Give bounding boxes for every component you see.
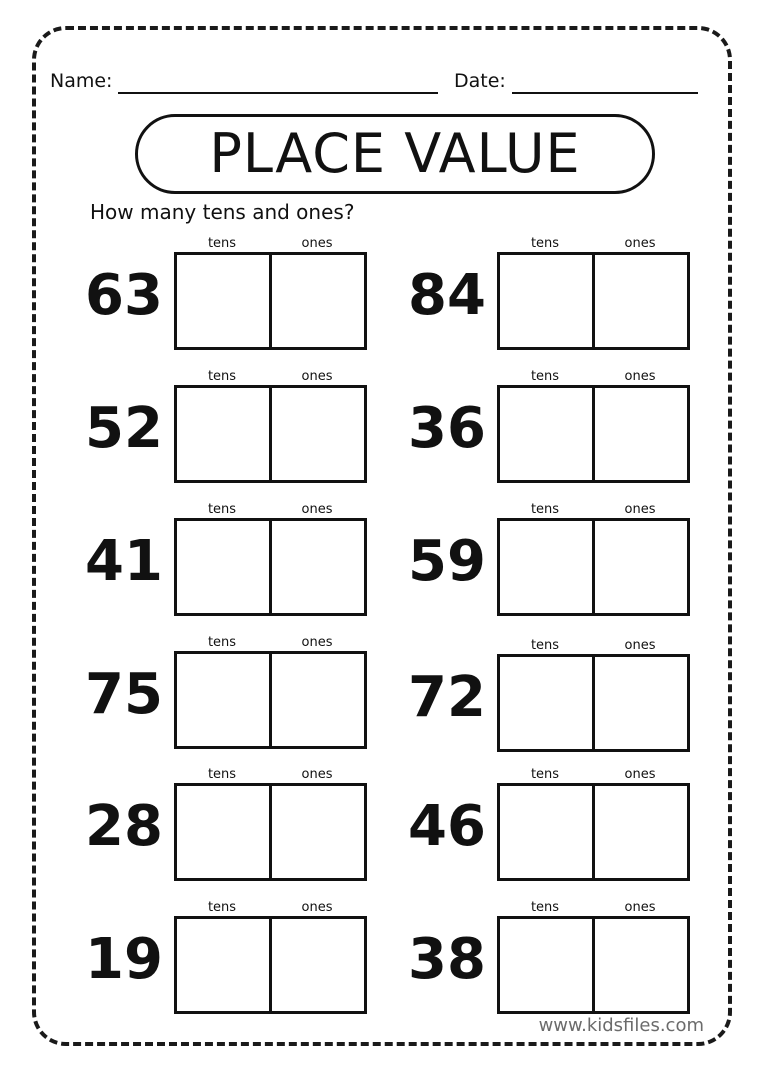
tens-label: tens	[207, 635, 237, 650]
place-value-box	[174, 651, 367, 749]
ones-answer-box[interactable]	[595, 657, 687, 749]
ones-answer-box[interactable]	[595, 388, 687, 480]
tens-label: tens	[530, 900, 560, 915]
ones-answer-box[interactable]	[272, 919, 364, 1011]
place-value-box	[497, 783, 690, 881]
problem-item	[397, 369, 717, 499]
ones-answer-box[interactable]	[272, 654, 364, 746]
place-value-box	[174, 783, 367, 881]
place-value-box	[174, 518, 367, 616]
problem-item	[74, 900, 394, 1030]
tens-answer-box[interactable]	[500, 657, 595, 749]
instruction-text: How many tens and ones?	[90, 200, 355, 224]
place-value-box	[497, 916, 690, 1014]
tens-answer-box[interactable]	[500, 255, 595, 347]
name-label: Name:	[50, 70, 113, 92]
problem-item	[74, 767, 394, 897]
tens-answer-box[interactable]	[500, 388, 595, 480]
problem-number: 19	[85, 927, 163, 992]
website-url: www.kidsfiles.com	[538, 1015, 704, 1036]
problem-item	[397, 502, 717, 632]
date-label: Date:	[454, 70, 506, 92]
ones-answer-box[interactable]	[595, 255, 687, 347]
ones-label: ones	[301, 502, 333, 517]
tens-label: tens	[530, 236, 560, 251]
problem-item	[74, 369, 394, 499]
tens-label: tens	[530, 369, 560, 384]
tens-answer-box[interactable]	[177, 255, 272, 347]
ones-label: ones	[301, 767, 333, 782]
page-title: PLACE VALUE	[209, 122, 581, 185]
date-field[interactable]	[512, 92, 698, 94]
problem-item	[74, 236, 394, 366]
problem-number: 63	[85, 263, 163, 328]
name-field[interactable]	[118, 92, 438, 94]
problem-number: 72	[408, 665, 486, 730]
ones-label: ones	[301, 369, 333, 384]
problem-item	[397, 236, 717, 366]
tens-label: tens	[207, 502, 237, 517]
ones-answer-box[interactable]	[595, 786, 687, 878]
tens-label: tens	[207, 900, 237, 915]
place-value-box	[174, 252, 367, 350]
tens-answer-box[interactable]	[177, 521, 272, 613]
tens-answer-box[interactable]	[500, 786, 595, 878]
tens-label: tens	[207, 236, 237, 251]
tens-label: tens	[207, 369, 237, 384]
tens-answer-box[interactable]	[177, 786, 272, 878]
ones-answer-box[interactable]	[272, 786, 364, 878]
problem-item	[397, 767, 717, 897]
tens-label: tens	[530, 767, 560, 782]
problem-item	[74, 635, 394, 765]
tens-label: tens	[530, 638, 560, 653]
tens-answer-box[interactable]	[177, 388, 272, 480]
ones-label: ones	[624, 767, 656, 782]
problem-number: 36	[408, 396, 486, 461]
problem-number: 75	[85, 662, 163, 727]
problem-number: 52	[85, 396, 163, 461]
ones-answer-box[interactable]	[595, 521, 687, 613]
problem-item	[397, 900, 717, 1030]
ones-label: ones	[624, 369, 656, 384]
problem-number: 84	[408, 263, 486, 328]
tens-label: tens	[530, 502, 560, 517]
ones-answer-box[interactable]	[272, 521, 364, 613]
problem-number: 59	[408, 529, 486, 594]
ones-label: ones	[624, 638, 656, 653]
title-banner	[135, 114, 655, 194]
tens-answer-box[interactable]	[500, 919, 595, 1011]
ones-answer-box[interactable]	[272, 388, 364, 480]
problem-number: 28	[85, 794, 163, 859]
place-value-box	[174, 385, 367, 483]
tens-label: tens	[207, 767, 237, 782]
problem-item	[74, 502, 394, 632]
ones-label: ones	[301, 900, 333, 915]
problem-number: 41	[85, 529, 163, 594]
place-value-box	[497, 518, 690, 616]
place-value-box	[497, 654, 690, 752]
place-value-box	[497, 252, 690, 350]
tens-answer-box[interactable]	[177, 919, 272, 1011]
ones-answer-box[interactable]	[595, 919, 687, 1011]
ones-label: ones	[624, 236, 656, 251]
ones-label: ones	[624, 502, 656, 517]
problem-number: 38	[408, 927, 486, 992]
tens-answer-box[interactable]	[500, 521, 595, 613]
place-value-box	[497, 385, 690, 483]
ones-answer-box[interactable]	[272, 255, 364, 347]
problem-item	[397, 638, 717, 768]
ones-label: ones	[301, 635, 333, 650]
tens-answer-box[interactable]	[177, 654, 272, 746]
problem-number: 46	[408, 794, 486, 859]
place-value-box	[174, 916, 367, 1014]
ones-label: ones	[624, 900, 656, 915]
ones-label: ones	[301, 236, 333, 251]
